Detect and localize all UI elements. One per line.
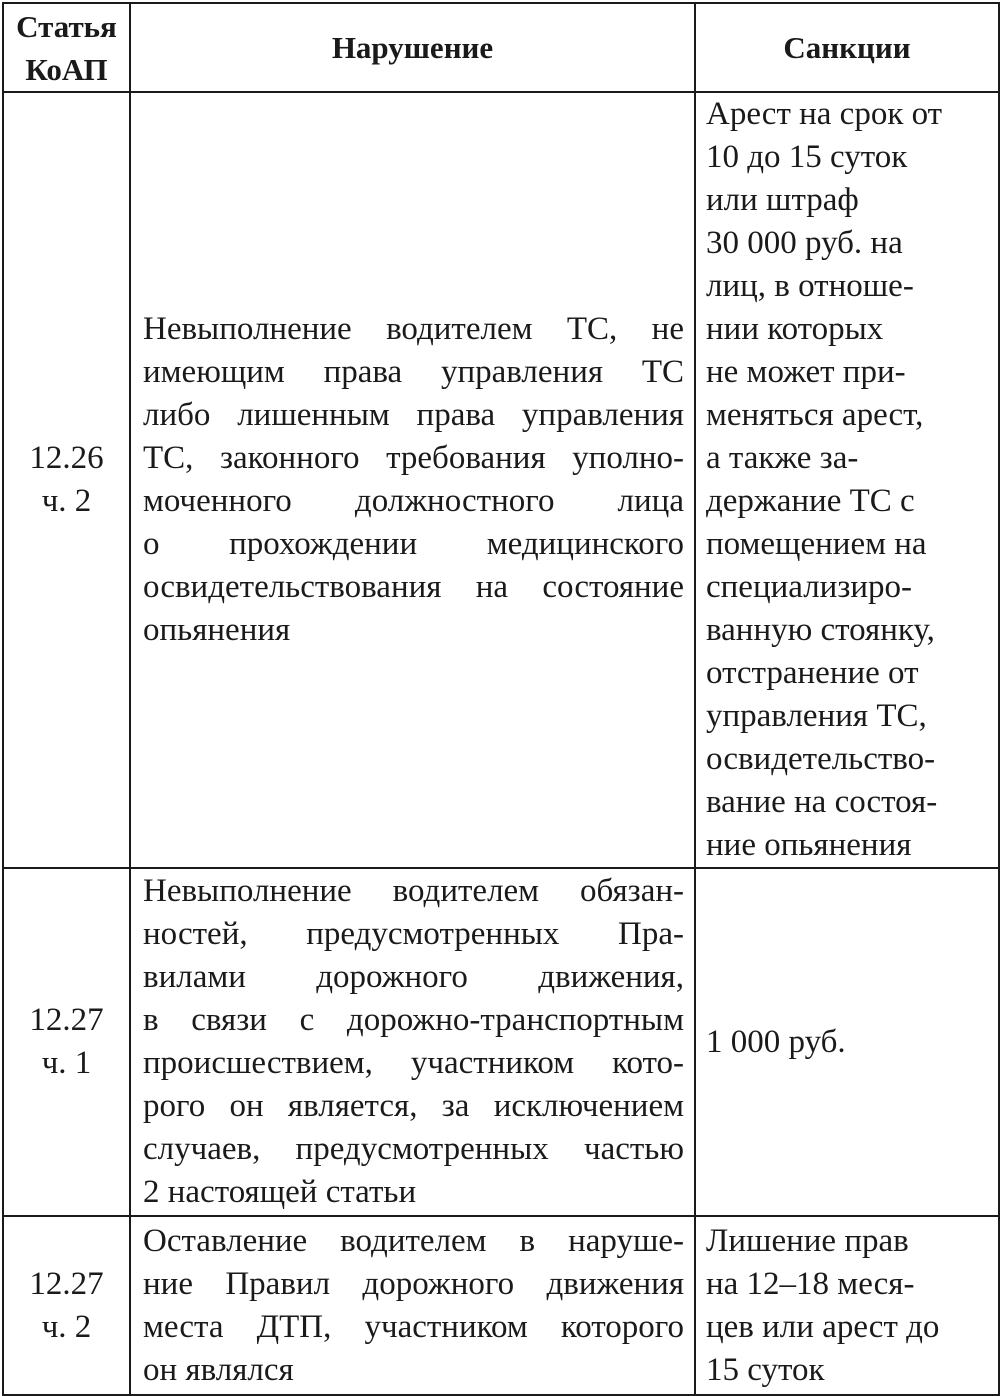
cell-text-line: управления ТС, bbox=[706, 698, 927, 734]
violation-cell bbox=[130, 868, 695, 1216]
violations-table bbox=[2, 2, 1000, 1396]
table-wrapper bbox=[2, 2, 998, 1390]
cell-text-line: вание на состоя- bbox=[706, 784, 938, 820]
cell-text-line: вилами дорожного движения, bbox=[143, 959, 684, 995]
cell-text-line: ТС, законного требования уполно- bbox=[143, 440, 684, 476]
cell-text-line: имеющим права управления ТС bbox=[143, 354, 684, 390]
cell-text-line: места ДТП, участником которого bbox=[143, 1308, 684, 1345]
table-row bbox=[3, 1216, 999, 1395]
article-cell bbox=[3, 1216, 130, 1395]
cell-text-line: опьянения bbox=[143, 612, 291, 648]
cell-text-line: меняться арест, bbox=[706, 397, 924, 433]
cell-text-line: Невыполнение водителем ТС, не bbox=[143, 311, 684, 347]
sanction-cell bbox=[695, 92, 999, 868]
table-row bbox=[3, 868, 999, 1216]
cell-text-line: специализиро- bbox=[706, 569, 913, 605]
cell-text-line: моченного должностного лица bbox=[143, 483, 684, 519]
cell-text-line: рого он является, за исключением bbox=[143, 1088, 684, 1124]
sanction-cell bbox=[695, 868, 999, 1216]
cell-text-line: лиц, в отноше- bbox=[706, 268, 914, 304]
cell-text-line: либо лишенным права управления bbox=[143, 397, 684, 433]
article-cell bbox=[3, 92, 130, 868]
cell-text-line: помещением на bbox=[706, 526, 927, 562]
cell-text-line: ние Правил дорожного движения bbox=[143, 1265, 684, 1302]
table-header-row bbox=[3, 3, 999, 92]
cell-text-line: или штраф bbox=[706, 182, 859, 218]
violation-cell bbox=[130, 92, 695, 868]
violation-cell bbox=[130, 1216, 695, 1395]
cell-text-line: он являлся bbox=[143, 1351, 294, 1388]
header-article-line: Статья bbox=[16, 8, 117, 44]
article-cell bbox=[3, 868, 130, 1216]
header-violation: Нарушение bbox=[130, 3, 695, 92]
cell-text-line: 2 настоящей статьи bbox=[143, 1174, 417, 1210]
cell-text-line: 10 до 15 суток bbox=[706, 139, 908, 175]
cell-text-line: на 12–18 меся- bbox=[706, 1265, 915, 1302]
cell-text-line: Оставление водителем в наруше- bbox=[143, 1222, 684, 1259]
table-row bbox=[3, 92, 999, 868]
cell-text-line: освидетельство- bbox=[706, 741, 936, 777]
cell-text-line: не может при- bbox=[706, 354, 906, 390]
cell-text-line: освидетельствования на состояние bbox=[143, 569, 684, 605]
cell-text-line: 1 000 руб. bbox=[706, 1023, 846, 1060]
cell-text-line: о прохождении медицинского bbox=[143, 526, 684, 562]
cell-text-line: ностей, предусмотренных Пра- bbox=[143, 916, 684, 952]
cell-text-line: Лишение прав bbox=[706, 1222, 909, 1259]
cell-text-line: ч. 1 bbox=[41, 1045, 92, 1081]
cell-text-line: а также за- bbox=[706, 440, 859, 476]
cell-text-line: ч. 2 bbox=[41, 483, 92, 519]
sanction-cell bbox=[695, 1216, 999, 1395]
cell-text-line: случаев, предусмотренных частью bbox=[143, 1131, 684, 1167]
cell-text-line: 12.26 bbox=[29, 440, 104, 476]
cell-text-line: ч. 2 bbox=[41, 1308, 92, 1345]
cell-text-line: 30 000 руб. на bbox=[706, 225, 903, 261]
cell-text-line: ванную стоянку, bbox=[706, 612, 935, 648]
cell-text-line: происшествием, участником кото- bbox=[143, 1045, 684, 1081]
cell-text-line: цев или арест до bbox=[706, 1308, 940, 1345]
cell-text-line: Арест на срок от bbox=[706, 96, 943, 132]
cell-text-line: Невыполнение водителем обязан- bbox=[143, 873, 684, 909]
cell-text-line: нии которых bbox=[706, 311, 884, 347]
cell-text-line: отстранение от bbox=[706, 655, 919, 691]
cell-text-line: в связи с дорожно-транспортным bbox=[143, 1002, 684, 1038]
cell-text-line: ние опьянения bbox=[706, 827, 912, 863]
cell-text-line: 15 суток bbox=[706, 1351, 825, 1388]
cell-text-line: 12.27 bbox=[29, 1002, 104, 1038]
header-sanctions: Санкции bbox=[695, 3, 999, 92]
header-article-line: КоАП bbox=[25, 51, 108, 87]
header-article bbox=[3, 3, 130, 92]
cell-text-line: 12.27 bbox=[29, 1265, 104, 1302]
cell-text-line: держание ТС с bbox=[706, 483, 915, 519]
